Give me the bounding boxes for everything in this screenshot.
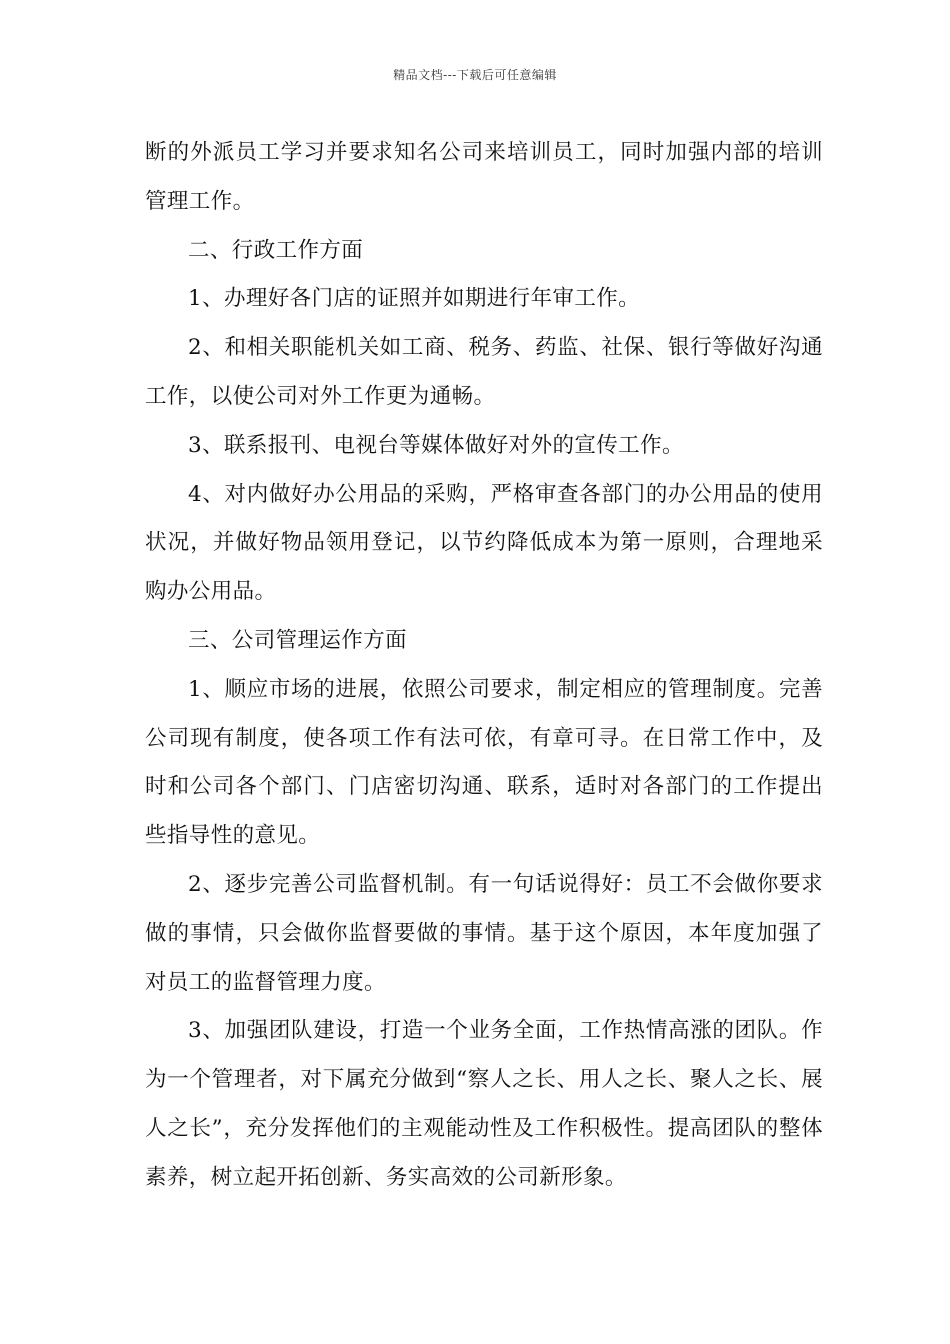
section-heading-management: 三、公司管理运作方面 — [188, 627, 408, 653]
document-body — [145, 129, 823, 1203]
paragraph: 4、对内做好办公用品的采购，严格审查各部门的办公用品的使用状况，并做好物品领用登记，以节约降低成本为第一原则，合理地采购办公用品。 — [145, 481, 823, 605]
paragraph: 1、办理好各门店的证照并如期进行年审工作。 — [188, 286, 641, 312]
paragraph-continuation: 断的外派员工学习并要求知名公司来培训员工，同时加强内部的培训管理工作。 — [145, 140, 823, 214]
paragraph: 2、逐步完善公司监督机制。有一句话说得好：员工不会做你要求做的事情，只会做你监督要做的事情。基于这个原因，本年度加强了对员工的监督管理力度。 — [145, 871, 823, 995]
paragraph: 1、顺应市场的进展，依照公司要求，制定相应的管理制度。完善公司现有制度，使各项工作有法可依，有章可寻。在日常工作中，及时和公司各个部门、门店密切沟通、联系，适时对各部门的工作提出些指导性的意见。 — [145, 676, 823, 849]
paragraph: 2、和相关职能机关如工商、税务、药监、社保、银行等做好沟通工作，以使公司对外工作更为通畅。 — [145, 335, 823, 409]
page-header: 精品文档---下载后可任意编辑 — [393, 68, 557, 82]
paragraph: 3、联系报刊、电视台等媒体做好对外的宣传工作。 — [188, 432, 684, 458]
paragraph: 3、加强团队建设，打造一个业务全面，工作热情高涨的团队。作为一个管理者，对下属充分做到“察人之长、用人之长、聚人之长、展人之长”，充分发挥他们的主观能动性及工作积极性。提高团队的整体素养，树立起开拓创新、务实高效的公司新形象。 — [145, 1018, 823, 1190]
section-heading-administration: 二、行政工作方面 — [188, 237, 364, 263]
